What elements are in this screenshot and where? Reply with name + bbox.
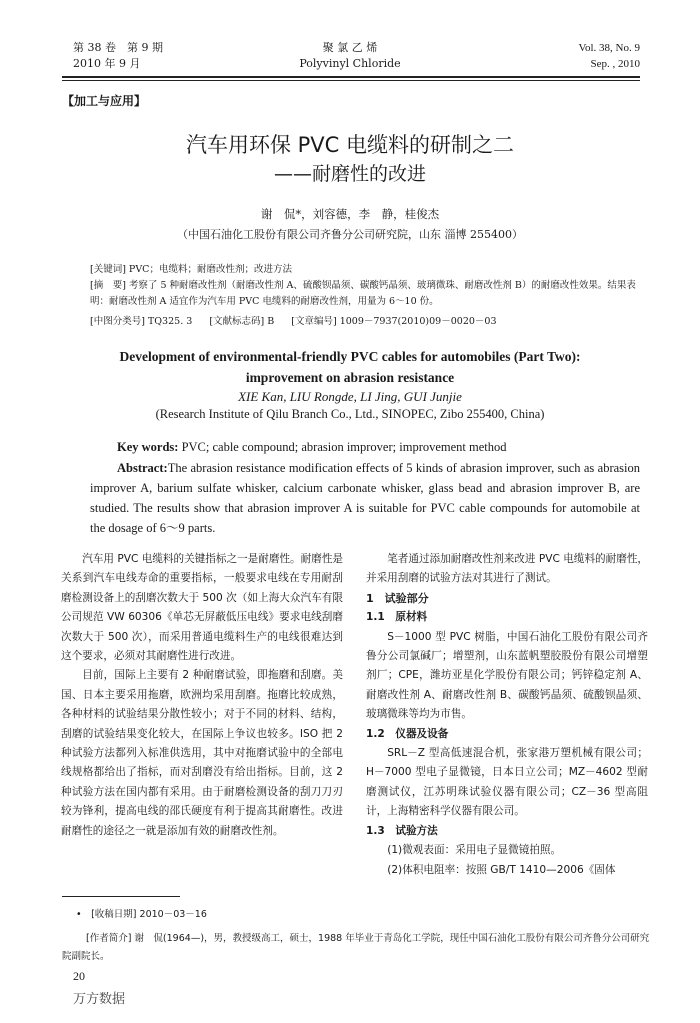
article-number: [文章编号] 1009－7937(2010)09－0020－03	[291, 316, 497, 327]
body-column-right	[366, 550, 648, 880]
abstract-en-label: Abstract:	[117, 461, 168, 475]
body-paragraph: 汽车用 PVC 电缆料的关键指标之一是耐磨性。耐磨性是关系到汽车电线寿命的重要指标，一般要求电线在专用耐刮磨检测设备上的刮磨次数大于 500 次（如上海大众汽车有限公司规范 VW 60306《单芯无屏蔽低压电线》要求电线刮磨次数大于 500 次），而采用普通电缆料生产的电线很难达到这个要求，必须对其耐磨性进行改进。	[61, 553, 344, 663]
keywords-en-label: Key words:	[117, 440, 179, 454]
body-paragraph: 笔者通过添加耐磨改性剂来改进 PVC 电缆料的耐磨性，并采用刮磨的试验方法对其进行了测试。	[366, 553, 649, 585]
abstract-cn: [摘 要] 考察了 5 种耐磨改性剂（耐磨改性剂 A、硫酸钡晶须、碳酸钙晶须、玻璃微珠、耐磨改性剂 B）的耐磨改性效果。结果表明：耐磨改性剂 A 适宜作为汽车用 PVC 电缆料的耐磨改性剂，用量为 6～10 份。	[90, 280, 636, 307]
page-number: 20	[73, 969, 85, 983]
subsection-heading: 1.3 试验方法	[366, 824, 438, 837]
journal-name-en: Polyvinyl Chloride	[299, 57, 401, 70]
footnote-rule	[62, 896, 180, 897]
header-rule-thin	[62, 80, 640, 81]
affiliation-en: (Research Institute of Qilu Branch Co., Ltd., SINOPEC, Zibo 255400, China)	[155, 407, 545, 421]
abstract-en-text: The abrasion resistance modification effects of 5 kinds of abrasion improver, such as abrasion improver A, barium sulfate whisker, calcium carbonate whisker, glass bead and abrasion improver B, are studied. The results show that abrasion improver A is suitable for PVC cable compounds for automobile at the dosage of 6～9 parts.	[90, 461, 640, 535]
authors-en: XIE Kan, LIU Rongde, LI Jing, GUI Junjie	[238, 389, 462, 404]
clc-number: [中图分类号] TQ325. 3	[90, 316, 193, 327]
running-header-right	[578, 40, 640, 72]
body-paragraph: (1)微观表面：采用电子显微镜拍照。	[387, 844, 562, 857]
volume-issue-en: Vol. 38, No. 9	[578, 42, 640, 54]
body-column-left	[61, 550, 343, 841]
body-paragraph: (2)体积电阻率：按照 GB/T 1410—2006《固体	[387, 863, 616, 876]
body-paragraph: 目前，国际上主要有 2 种耐磨试验，即拖磨和刮磨。美国、日本主要采用拖磨，欧洲均采用刮磨。拖磨比较成熟，各种材料的试验结果分散性较小；对于不同的材料、结构，刮磨的试验结果变化较大，在国际上争议也较多。ISO 把 2 种试验方法都列入标准供选用，其中对拖磨试验中的全部电线规格都给出了指标，而对刮磨没有给出指标。目前，这 2 种试验方法在国内都有采用。由于耐磨检测设备的刮刀刀刃较为锋利，提高电线的邵氏硬度有利于提高其耐磨性。改进耐磨性的途径之一就是添加有效的耐磨改性剂。	[61, 669, 343, 837]
document-code: [文献标志码] B	[209, 316, 275, 327]
subsection-heading: 1.2 仪器及设备	[366, 727, 449, 740]
footnote-author-bio: [作者简介] 谢 侃(1964—)，男，教授级高工，硕士，1988 年毕业于青岛化工学院，现任中国石油化工股份有限公司齐鲁分公司研究院副院长。	[62, 933, 650, 962]
footnote-received: • [收稿日期] 2010－03－16	[76, 909, 207, 920]
journal-name-cn: 聚 氯 乙 烯	[322, 41, 378, 54]
title-en-line1: Development of environmental-friendly PVC cables for automobiles (Part Two):	[119, 349, 581, 364]
keywords-en-text: PVC; cable compound; abrasion improver; improvement method	[178, 440, 507, 454]
subsection-heading: 1.1 原材料	[366, 611, 428, 624]
body-paragraph: SRL－Z 型高低速混合机，张家港万塑机械有限公司；H－7000 型电子显微镜，日本日立公司；MZ－4602 型耐磨测试仪，江苏明珠试验仪器有限公司；CZ－36 型高阻计，上海精密科学仪器有限公司。	[366, 747, 648, 818]
article-title-en	[0, 346, 700, 388]
authors-cn: 谢 侃*，刘容德，李 静，桂俊杰	[260, 207, 440, 221]
body-paragraph: S－1000 型 PVC 树脂，中国石油化工股份有限公司齐鲁分公司氯碱厂；增塑剂，山东蓝帆塑胶股份有限公司增塑剂厂；CPE，潍坊亚星化学股份有限公司；钙锌稳定剂 A、耐磨改性剂 A、耐磨改性剂 B、碳酸钙晶须、硫酸钡晶须、玻璃微珠等均为市售。	[366, 630, 648, 721]
date-en: Sep. , 2010	[590, 58, 640, 70]
section-tag: 【加工与应用】	[62, 94, 147, 108]
classification-line	[90, 314, 497, 329]
keywords-en	[117, 440, 507, 455]
title-en-line2: improvement on abrasion resistance	[245, 370, 455, 385]
header-rule	[62, 76, 640, 78]
database-watermark: 万方数据	[73, 992, 126, 1007]
section-heading: 1 试验部分	[366, 591, 429, 605]
affiliation-cn: （中国石油化工股份有限公司齐鲁分公司研究院，山东 淄博 255400）	[177, 228, 523, 241]
article-subtitle-cn: ——耐磨性的改进	[273, 163, 426, 185]
volume-issue-cn: 第 38 卷 第 9 期	[73, 41, 163, 54]
article-title-cn: 汽车用环保 PVC 电缆料的研制之二	[185, 133, 515, 157]
keywords-cn: [关键词] PVC；电缆料；耐磨改性剂；改进方法	[90, 264, 292, 275]
date-cn: 2010 年 9 月	[73, 57, 141, 70]
abstract-en	[90, 458, 640, 538]
